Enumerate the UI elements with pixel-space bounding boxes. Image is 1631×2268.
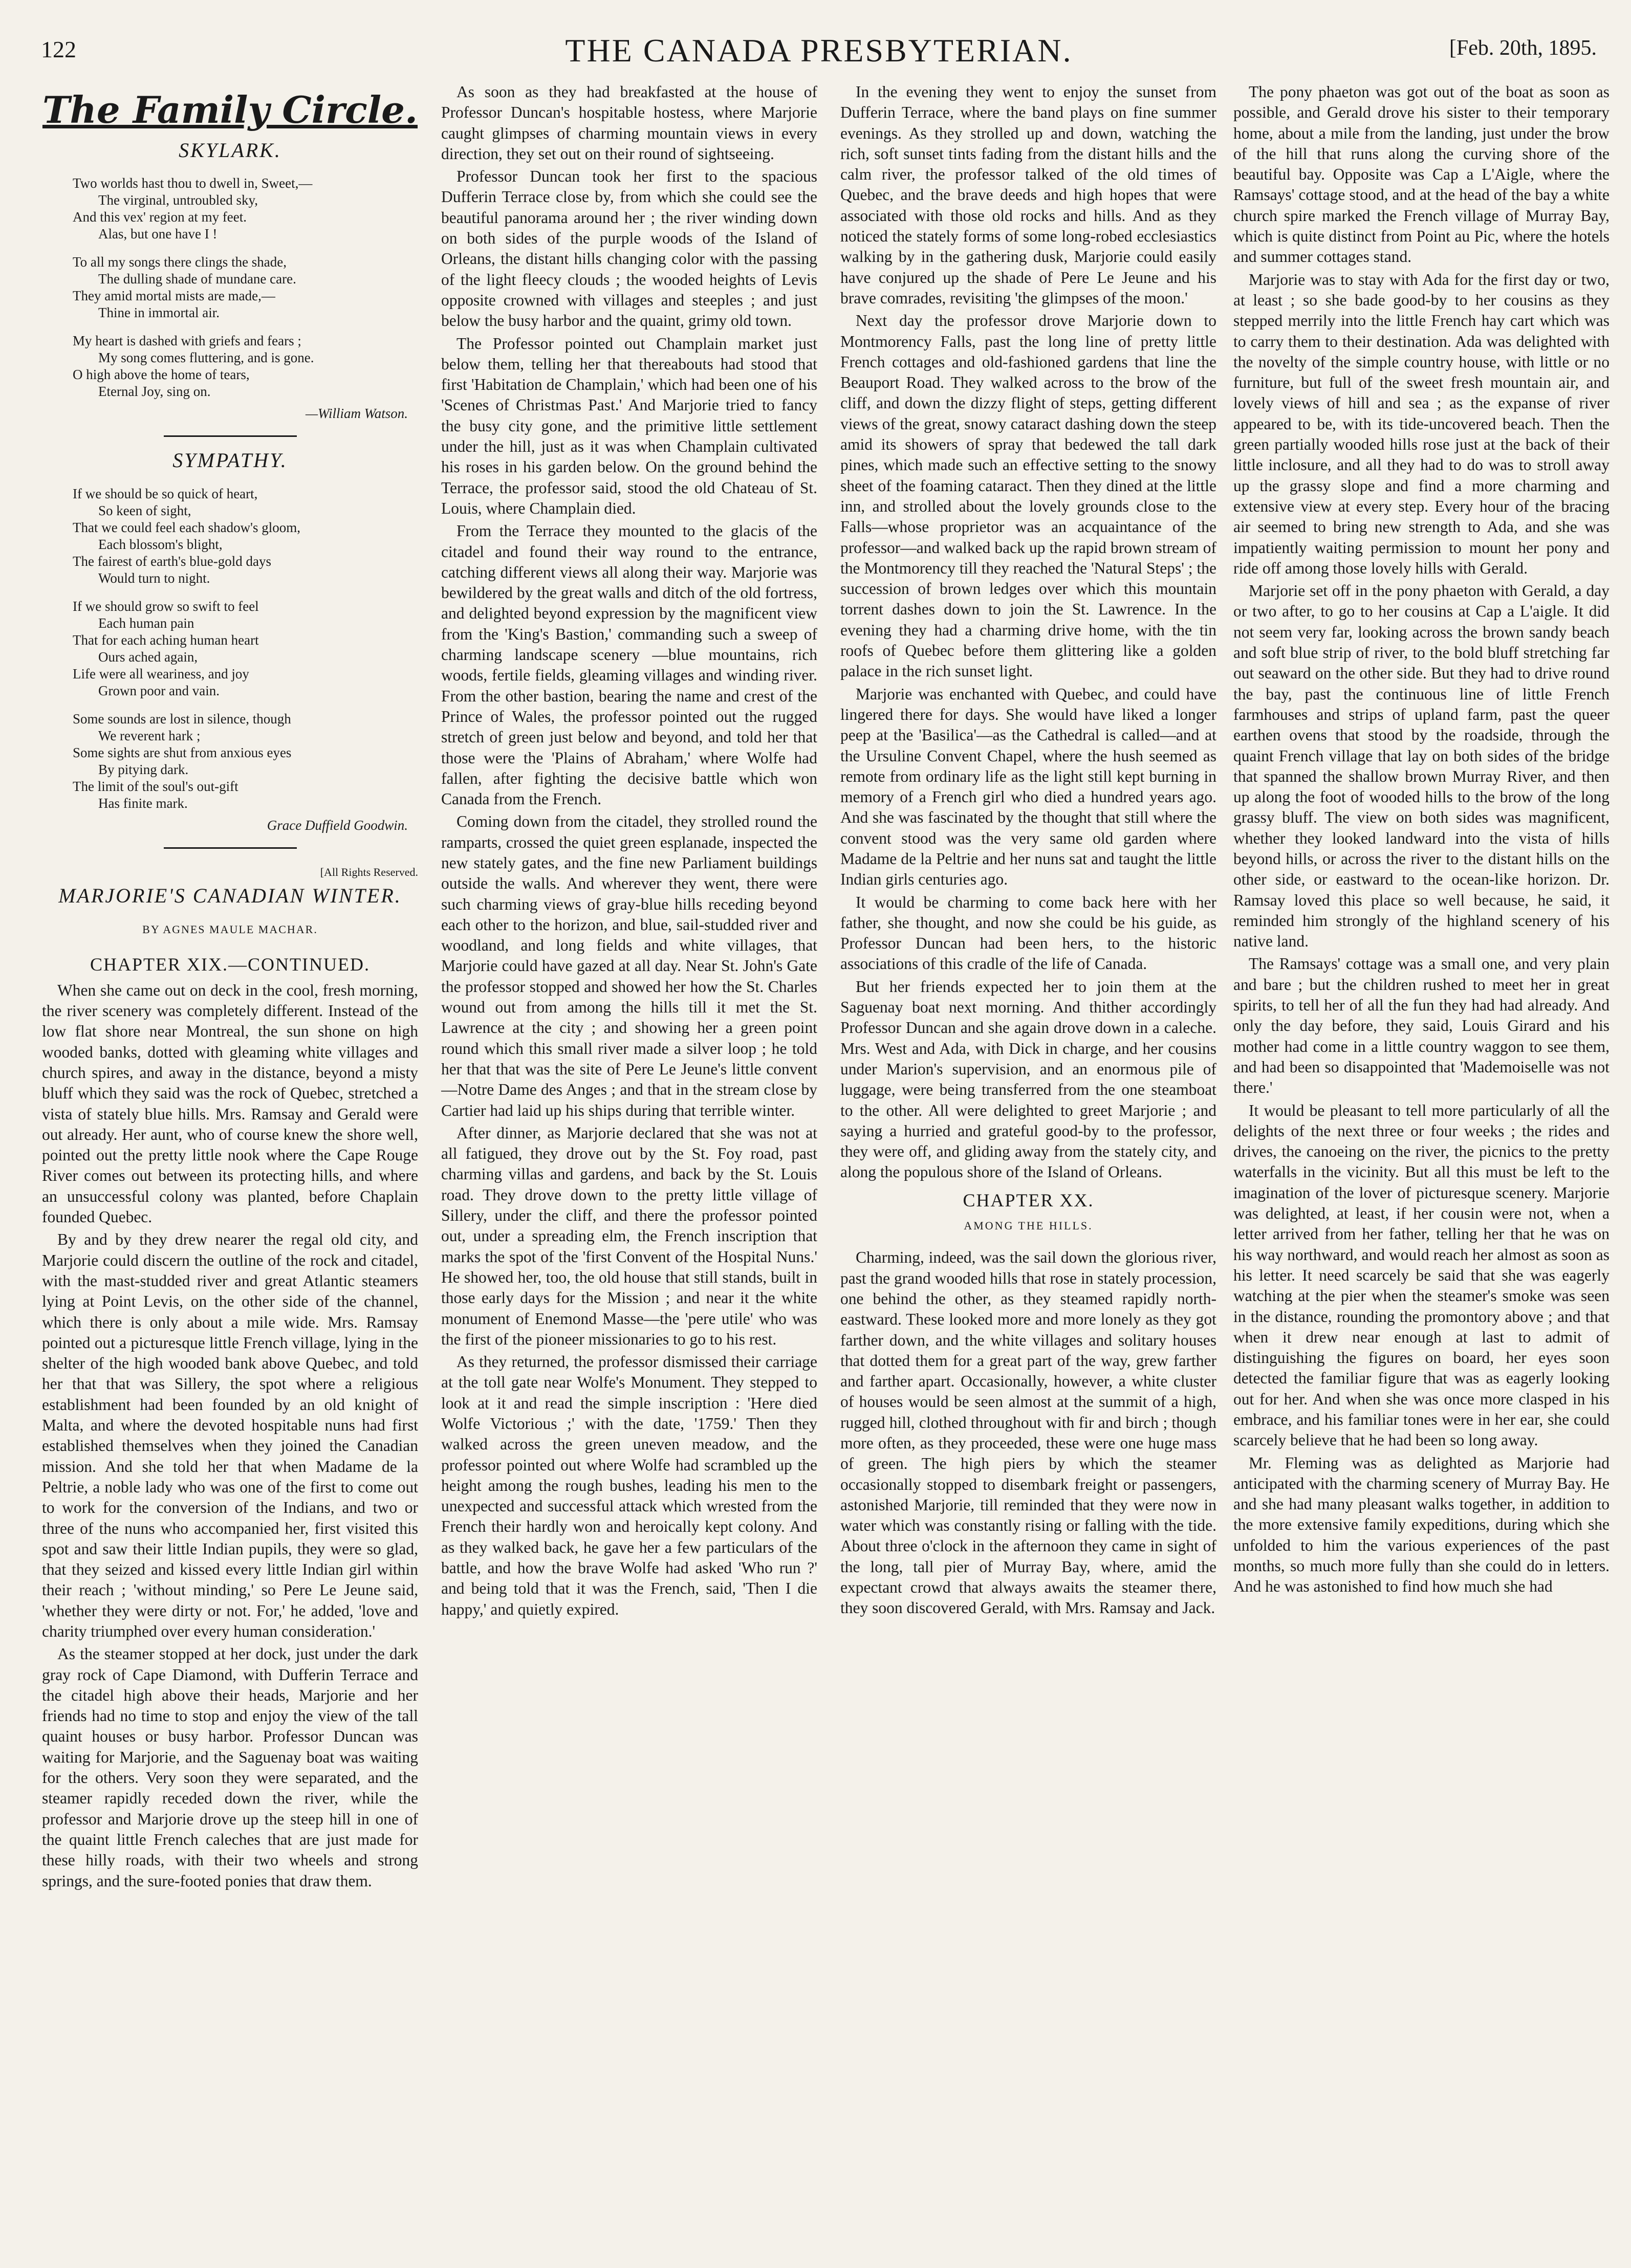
poem-line: Would turn to night. <box>98 570 210 586</box>
rights-notice: [All Rights Reserved. <box>320 865 418 878</box>
stanza <box>73 486 418 587</box>
poem-line: The limit of the soul's out-gift <box>73 778 238 794</box>
poem-line: Has finite mark. <box>98 795 188 811</box>
stanza <box>73 711 418 834</box>
divider <box>164 435 297 437</box>
paragraph: The pony phaeton was got out of the boat as soon as possible, and Gerald drove his sister to their temporary home, about a mile from the landing, just under the brow of the hill that runs along the curving shore of the beautiful bay. Opposite was Cap a L'Aigle, where the Ramsays' cottage stood, and at the head of the bay a white church spire marked the French village of Murray Bay, which is quite distinct from Point au Pic, where the hotels and summer cottages stand. <box>1233 83 1610 266</box>
poem-line: That we could feel each shadow's gloom, <box>73 519 300 535</box>
paragraph: Marjorie set off in the pony phaeton with Gerald, a day or two after, to go to her cousins at Cap a L'aigle. It did not seem very far, looking across the brown sandy beach and soft blue strip of river, to the bold bluff stretching far out seaward on the other side. But they had to drive round the bay, past the continuous line of little French farmhouses and strips of upland farm, past the queer earthen ovens that stood by the roadside, through the quaint French village that lay on both sides of the bridge that spanned the shallow brown Murray River, and then up along the foot of wooded hills to the brow of the long grassy bluff. The view on both sides was magnificent, whether they looked landward into the vista of hills beyond hills, or across the river to the distant hills on the other side, or eastward to the ocean-like horizon. Dr. Ramsay loved this place so well because, he said, it reminded him strongly of the highland scenery of his native land. <box>1233 582 1610 951</box>
poem-line: O high above the home of tears, <box>73 367 250 383</box>
poem-line: By pitying dark. <box>98 761 189 777</box>
poem-line: To all my songs there clings the shade, <box>73 254 287 270</box>
column-2 <box>441 82 817 2246</box>
stanza <box>73 333 418 422</box>
poem-line: Two worlds hast thou to dwell in, Sweet,— <box>73 175 313 191</box>
paragraph: After dinner, as Marjorie declared that she was not at all fatigued, they drove out by the St. Foy road, past charming villas and gardens, and back by the St. Louis road. They drove down to the pretty little village of Sillery, under the cliff, and there the professor pointed out, under a spreading elm, the French inscription that marks the spot of the 'first Convent of the Hospital Nuns.' He showed her, too, the old house that still stands, built in those early days for the Mission ; and near it the white monument of Enemond Masse—the 'pere utile' who was the first of the pioneer missionaries to go to his rest. <box>441 1124 817 1348</box>
paragraph: As soon as they had breakfasted at the house of Professor Duncan's hospitable hostess, where Marjorie caught glimpses of charming mountain views in every direction, they set out on their round of sightseeing. <box>441 83 817 163</box>
paragraph: Next day the professor drove Marjorie down to Montmorency Falls, past the long line of pretty little French cottages and old-fashioned gardens that line the Beauport Road. They walked across to the brow of the cliff, and down the dizzy flight of steps, getting different views of the great, snowy cataract dashing down the steep amid its showers of spray that bedewed the tall dark pines, which made such an effective setting to the snowy sheet of the foaming cataract. Then they dined at the little inn, and strolled about the lovely grounds close to the Falls—whose proprietor was an acquaintance of the professor—and walked back up the rapid brown stream of the Montmorency till they reached the 'Natural Steps' ; the succession of brown ledges over which this mountain torrent dashes down to join the St. Lawrence. In the evening they had a charming drive home, with the tin roofs of Quebec before them glittering like a golden palace in the rich sunset light. <box>840 312 1216 680</box>
stanza <box>73 598 418 699</box>
paragraph: The Ramsays' cottage was a small one, and very plain and bare ; but the children rushed to meet her in great spirits, to tell her of all the fun they had had already. And only the day before, they said, Louis Girard and his mother had come in a little country waggon to see them, and had been so disappointed that 'Mademoiselle was not there.' <box>1233 955 1610 1097</box>
paragraph: When she came out on deck in the cool, fresh morning, the river scenery was completely different. Instead of the low flat shore near Montreal, the sun shone on high wooded banks, dotted with gleaming white villages and church spires, and away in the distance, beyond a misty bluff which they said was the rock of Quebec, stretched a vista of stately blue hills. Mrs. Ramsay and Gerald were out already. Her aunt, who of course knew the shore well, pointed out the pretty little nook where the Cape Rouge River comes out between its protecting hills, and where an unsuccessful colony was planted, before Chaplain founded Quebec. <box>42 981 418 1226</box>
poem-line: Thine in immortal air. <box>98 305 220 321</box>
paragraph: As they returned, the professor dismissed their carriage at the toll gate near Wolfe's Monument. They stepped to look at it and read the simple inscription : 'Here died Wolfe Victorious ;' with the date, '1759.' Then they walked across the green uneven meadow, and the professor pointed out where Wolfe had scrambled up the height among the rough bushes, leading his men to the unexpected and successful attack which wrested from the French their hardly won and heroically kept colony. And as they walked back, he gave her a few particulars of the battle, and how the brave Wolfe had asked 'Who run ?' and being told that it was the French, said, 'Then I die happy,' and quietly expired. <box>441 1353 817 1618</box>
poem-line: My heart is dashed with griefs and fears ; <box>73 333 301 349</box>
paragraph: It would be charming to come back here with her father, she thought, and now she could be his guide, as Professor Duncan had been hers, to the historic associations of this cradle of the life of Canada. <box>840 893 1216 973</box>
poem-line: The virginal, untroubled sky, <box>98 192 258 208</box>
masthead: THE CANADA PRESBYTERIAN. <box>565 32 1073 69</box>
paragraph: Marjorie was to stay with Ada for the first day or two, at least ; so she bade good-by to her cousins as they stepped merrily into the little French hay cart which was to carry them to their destination. Ada was delighted with the novelty of the simple country house, with little or no furniture, but full of the sweet fresh mountain air, and lovely views of hill and sea ; as the expanse of river appeared to be, with its tide-uncovered beach. Then the green partially wooded hills rose just at the back of their little inclosure, and all they had to do was to stroll away up the grassy slope and find a more charming and extensive view at every step. Every hour of the bracing air seemed to bring new strength to Ada, and she was impatiently waiting permission to mount her pony and ride off among those lovely hills with Gerald. <box>1233 270 1610 577</box>
poem-line: Eternal Joy, sing on. <box>98 384 211 400</box>
poem-line: So keen of sight, <box>98 502 191 518</box>
issue-date: [Feb. 20th, 1895. <box>1449 36 1597 60</box>
column-4 <box>1233 82 1610 2246</box>
chapter-subtitle: AMONG THE HILLS. <box>964 1219 1093 1232</box>
poem-line: That for each aching human heart <box>73 632 259 648</box>
paragraph: The Professor pointed out Champlain market just below them, telling her that thereabouts had stood that first 'Habitation de Champlain,' which had been one of his 'Scenes of Christmas Past.' And Marjorie tried to fancy the busy city gone, and the primitive little settlement under the hill, just as it was when Champlain cultivated his roses in his garden below. On the ground behind the Terrace, the professor said, stood the old Chateau of St. Louis, where Champlain died. <box>441 334 817 517</box>
poem-line: My song comes fluttering, and is gone. <box>98 350 314 366</box>
poem-line: Grown poor and vain. <box>98 682 220 698</box>
poem-line: The fairest of earth's blue-gold days <box>73 553 271 569</box>
poem-author: —William Watson. <box>305 406 408 422</box>
poem-author: Grace Duffield Goodwin. <box>267 817 408 833</box>
paragraph: It would be pleasant to tell more particularly of all the delights of the next three or four weeks ; the rides and drives, the canoeing on the river, the picnics to the pretty waterfalls in the vicinity. But all this must be left to the imagination of the lover of picturesque scenery. Marjorie was delighted, at least, if her cousin were not, when a letter arrived from her father, telling her that he was on his way northward, and would reach her almost as soon as his letter. It need scarcely be said that she was eagerly watching at the pier when the steamer's smoke was seen in the distance, rounding the promontory above ; and that when it drew near enough at last to admit of distinguishing the figures on board, her eyes soon detected the familiar figure that was as eagerly looking out for her. And when she was once more clasped in his embrace, and his familiar tones were in her ear, she could scarcely believe that he had been so long away. <box>1233 1101 1610 1449</box>
poem-line: They amid mortal mists are made,— <box>73 288 275 304</box>
poem-line: Some sights are shut from anxious eyes <box>73 744 292 760</box>
column-1 <box>42 82 418 2246</box>
column-3 <box>840 82 1216 2246</box>
poem-line: Each blossom's blight, <box>98 536 223 552</box>
paragraph: As the steamer stopped at her dock, just under the dark gray rock of Cape Diamond, with Dufferin Terrace and the citadel high above their heads, Marjorie and her friends had no time to stop and enjoy the view of the tall quaint houses or busy harbor. Professor Duncan was waiting for Marjorie, and the Saguenay boat was waiting for the others. Very soon they were separated, and the steamer rapidly receded down the river, while the professor and Marjorie drove up the steep hill in one of the quaint little French caleches that are just made for these hilly roads, with their two wheels and strong springs, and the sure-footed ponies that draw them. <box>42 1645 418 1890</box>
paragraph: Charming, indeed, was the sail down the glorious river, past the grand wooded hills that rose in stately procession, one behind the other, as they steamed rapidly north-eastward. These looked more and more lonely as they got farther down, and the white villages and solitary houses that dotted them for a great part of the way, grew farther and farther apart. Occasionally, however, a white cluster of houses would be seen almost at the summit of a high, rugged hill, clothed throughout with fir and birch ; though more often, as they proceeded, these were one huge mass of green. The high piers by which the steamer occasionally stopped to disembark freight or passengers, astonished Marjorie, till reminded that they were now in water which was constantly rising or falling with the tide. About three o'clock in the afternoon they came in sight of the long, tall pier of Murray Bay, where, amid the expectant crowd that always awaits the steamer there, they soon discovered Gerald, with Mrs. Ramsay and Jack. <box>840 1248 1216 1617</box>
page-header <box>41 32 1597 72</box>
paragraph: Coming down from the citadel, they strolled round the ramparts, crossed the quiet green esplanade, inspected the new stately gates, and the fine new Parliament buildings outside the walls. And wherever they went, there were such charming views of gray-blue hills receding beyond each other to the horizon, and blue, sail-studded river and woodland, and long fields and white villages, that Marjorie could have gazed at all day. Near St. John's Gate the professor stopped and showed her how the St. Charles wound out from among the hills till it met the St. Lawrence at the city ; and showing her a green point round which this small river made a silver loop ; he told her that that was the site of Pere Le Jeune's little convent—Notre Dame des Anges ; and that in the stream close by Cartier had laid up his ships during that terrible winter. <box>441 812 817 1119</box>
poem-line: We reverent hark ; <box>98 728 201 743</box>
poem-line: And this vex' region at my feet. <box>73 209 247 225</box>
paragraph: From the Terrace they mounted to the glacis of the citadel and found their way round to the entrance, catching different views all along their way. Marjorie was bewildered by the great walls and ditch of the old fortress, and delighted beyond expression by the magnificent view from the 'King's Bastion,' commanding such a sweep of charming landscape scenery —blue mountains, rich woods, fertile fields, gleaming villages and winding river. From the other bastion, bearing the name and crest of the Prince of Wales, the professor pointed out the rugged stretch of green just below and beyond, and told her that those were the 'Plains of Abraham,' where Wolfe had fallen, after fighting the decisive battle which won Canada from the French. <box>441 522 817 808</box>
paragraph: In the evening they went to enjoy the sunset from Dufferin Terrace, where the band plays on fine summer evenings. As they strolled up and down, watching the rich, soft sunset tints fading from the distant hills and the calm river, the professor talked of the old times of Quebec, and the brave deeds and high hopes that were associated with those old rocks and hills. And as they noticed the stately forms of some long-robed ecclesiastics walking by in the gathering dusk, Marjorie could easily have conjured up the shade of Pere Le Jeune and his brave comrades, revisiting 'the glimpses of the moon.' <box>840 83 1216 307</box>
paragraph: Marjorie was enchanted with Quebec, and could have lingered there for days. She would have liked a longer peep at the 'Basilica'—as the Cathedral is called—and at the Ursuline Convent Chapel, where the hush seemed as remote from ordinary life as the light still kept burning in memory of a French girl who died a hundred years ago. And she was fascinated by the thought that still where the convent stood was the very same old garden where Madame de la Peltrie and her nuns sat and taught the little Indian girls centuries ago. <box>840 685 1216 889</box>
paragraph: Mr. Fleming was as delighted as Marjorie had anticipated with the charming scenery of Murray Bay. He and she had many pleasant walks together, in addition to the more extensive family expeditions, during which she unfolded to him the various experiences of the past months, so much more fully than she could do in letters. And he was astonished to find how much she had <box>1233 1454 1610 1596</box>
poem-line: Life were all weariness, and joy <box>73 666 249 681</box>
poem-line: If we should be so quick of heart, <box>73 486 258 501</box>
chapter-heading: CHAPTER XIX.—CONTINUED. <box>90 954 370 975</box>
stanza <box>73 254 418 321</box>
stanza <box>73 175 418 243</box>
poem-line: Alas, but one have I ! <box>98 226 218 242</box>
poem-line: Ours ached again, <box>98 649 198 665</box>
page-number: 122 <box>41 36 76 62</box>
byline: BY AGNES MAULE MACHAR. <box>142 923 318 936</box>
poem-line: Each human pain <box>98 615 194 631</box>
poem-sympathy <box>73 486 418 834</box>
poem-line: If we should grow so swift to feel <box>73 598 259 614</box>
chapter-heading: CHAPTER XX. <box>963 1190 1094 1210</box>
section-title: The Family Circle. <box>42 88 418 131</box>
paragraph: By and by they drew nearer the regal old city, and Marjorie could discern the outline of the rock and citadel, with the mast-studded river and great Atlantic steamers lying at Point Levis, on the other side of the channel, which there is only about a mile wide. Mrs. Ramsay pointed out a picturesque little French village, lying in the shelter of the high wooded bank above Quebec, and told her that that was Sillery, the spot where a religious establishment had been founded by an old knight of Malta, and where the devoted hospitable nuns had first established themselves when they joined the Canadian mission. And she told her that when Madame de la Peltrie, a noble lady who was one of the first to come out to work for the conversion of the Indians, and two or three of the nuns who accompanied her, first visited this spot and saw their little Indian pupils, they were so glad, that they seized and kissed every little Indian girl within their reach ; 'without minding,' so Pere Le Jeune said, 'whether they were dirty or not. For,' he added, 'love and charity triumphed over every human consideration.' <box>42 1230 418 1640</box>
paragraph: Professor Duncan took her first to the spacious Dufferin Terrace close by, from which she could see the beautiful panorama around her ; the river winding down on both sides of the purple woods of the Island of Orleans, the distant hills changing color with the passing of the light fleecy clouds ; the wooded heights of Levis opposite crowned with villages and steeples ; and just below the busy harbor and the quaint, grimy old town. <box>441 167 817 330</box>
paragraph: But her friends expected her to join them at the Saguenay boat next morning. And thither accordingly Professor Duncan and she again drove down in a caleche. Mrs. West and Ada, with Dick in charge, and her cousins under Marion's supervision, and an enormous pile of luggage, were being transferred from the one steamboat to the other. All were delighted to greet Marjorie ; and saying a hurried and grateful good-by to the professor, they were off, and gliding away from the stately city, and along the populous shore of the Island of Orleans. <box>840 977 1216 1181</box>
poem-skylark <box>73 175 418 422</box>
poem-line: The dulling shade of mundane care. <box>98 271 296 287</box>
poem-title-skylark: SKYLARK. <box>179 139 281 162</box>
divider <box>164 847 297 849</box>
serial-title: MARJORIE'S CANADIAN WINTER. <box>58 884 402 907</box>
poem-line: Some sounds are lost in silence, though <box>73 711 291 726</box>
poem-title-sympathy: SYMPATHY. <box>172 449 288 472</box>
